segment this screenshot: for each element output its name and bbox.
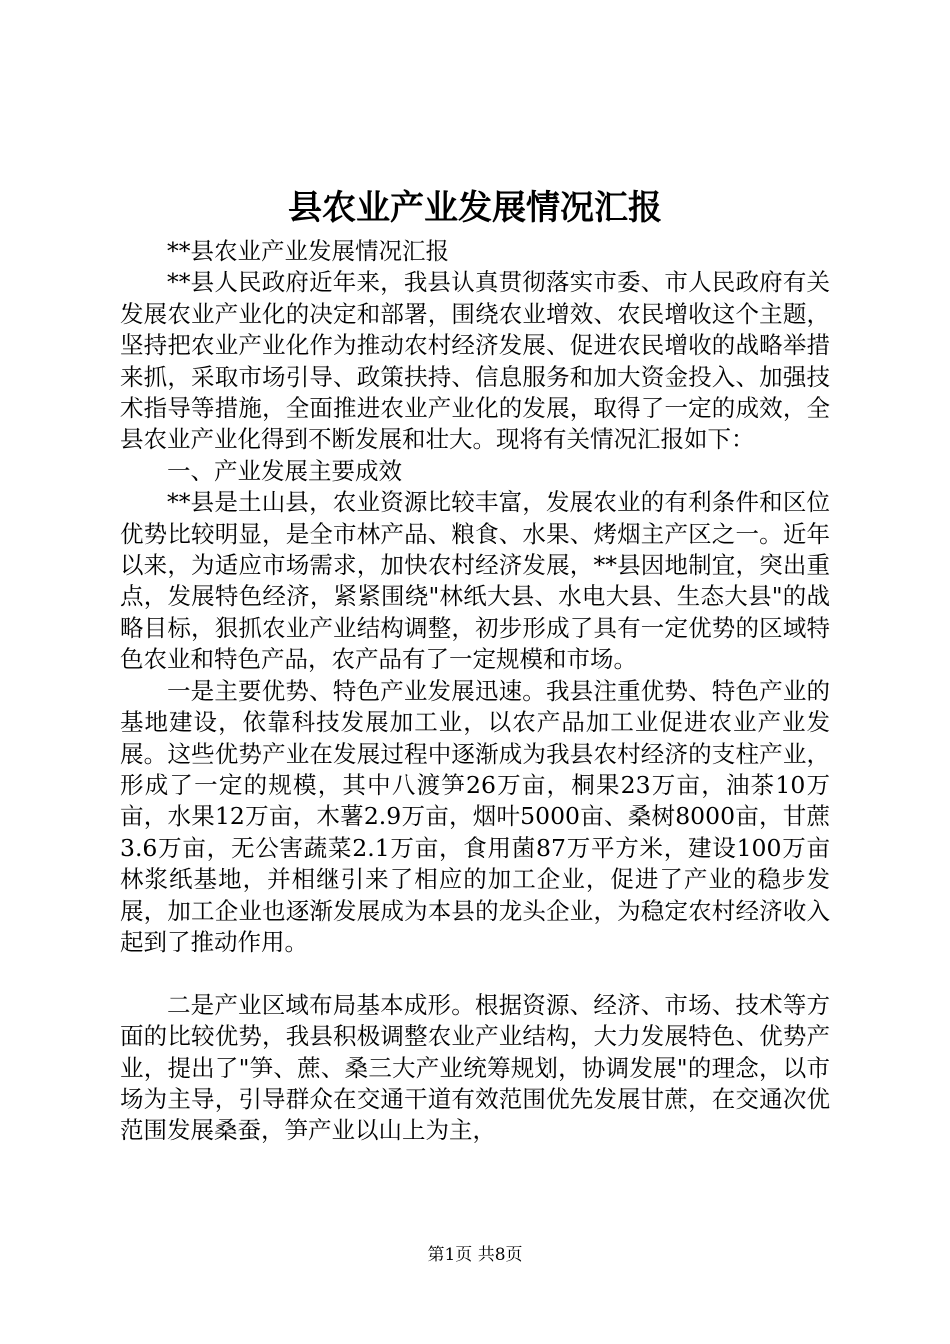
paragraph-overview: **县是土山县，农业资源比较丰富，发展农业的有利条件和区位优势比较明显，是全市林产品、粮食、水果、烤烟主产区之一。近年以来，为适应市场需求，加快农村经济发展，**县因地制宜，突出重点，发展特色经济，紧紧围绕"林纸大县、水电大县、生态大县"的战略目标，狠抓农业产业结构调整，初步形成了具有一定优势的区域特色农业和特色产品，农产品有了一定规模和市场。 <box>120 488 830 674</box>
page-footer: 第1页 共8页 <box>427 1245 523 1265</box>
paragraph-subtitle: **县农业产业发展情况汇报 <box>167 237 449 265</box>
section-heading: 一、产业发展主要成效 <box>167 456 402 485</box>
document-title: 县农业产业发展情况汇报 <box>288 188 662 228</box>
paragraph-point-one: 一是主要优势、特色产业发展迅速。我县注重优势、特色产业的基地建设，依靠科技发展加工业，以农产品加工业促进农业产业发展。这些优势产业在发展过程中逐渐成为我县农村经济的支柱产业，形成了一定的规模，其中八渡笋26万亩，桐果23万亩，油茶10万亩，水果12万亩，木薯2.9万亩，烟叶5000亩、桑树8000亩，甘蔗3.6万亩，无公害蔬菜2.1万亩，食用菌87万平方米，建设100万亩林浆纸基地，并相继引来了相应的加工企业，促进了产业的稳步发展，加工企业也逐渐发展成为本县的龙头企业，为稳定农村经济收入起到了推动作用。 <box>120 676 830 956</box>
paragraph-intro: **县人民政府近年来，我县认真贯彻落实市委、市人民政府有关发展农业产业化的决定和部署，围绕农业增效、农民增收这个主题，坚持把农业产业化作为推动农村经济发展、促进农民增收的战略举措来抓，采取市场引导、政策扶持、信息服务和加大资金投入、加强技术指导等措施，全面推进农业产业化的发展，取得了一定的成效，全县农业产业化得到不断发展和壮大。现将有关情况汇报如下： <box>120 268 830 454</box>
document-body <box>120 236 830 1147</box>
paragraph-point-two: 二是产业区域布局基本成形。根据资源、经济、市场、技术等方面的比较优势，我县积极调整农业产业结构，大力发展特色、优势产业，提出了"笋、蔗、桑三大产业统筹规划，协调发展"的理念，以市场为主导，引导群众在交通干道有效范围优先发展甘蔗，在交通次优范围发展桑蚕，笋产业以山上为主， <box>120 990 830 1145</box>
